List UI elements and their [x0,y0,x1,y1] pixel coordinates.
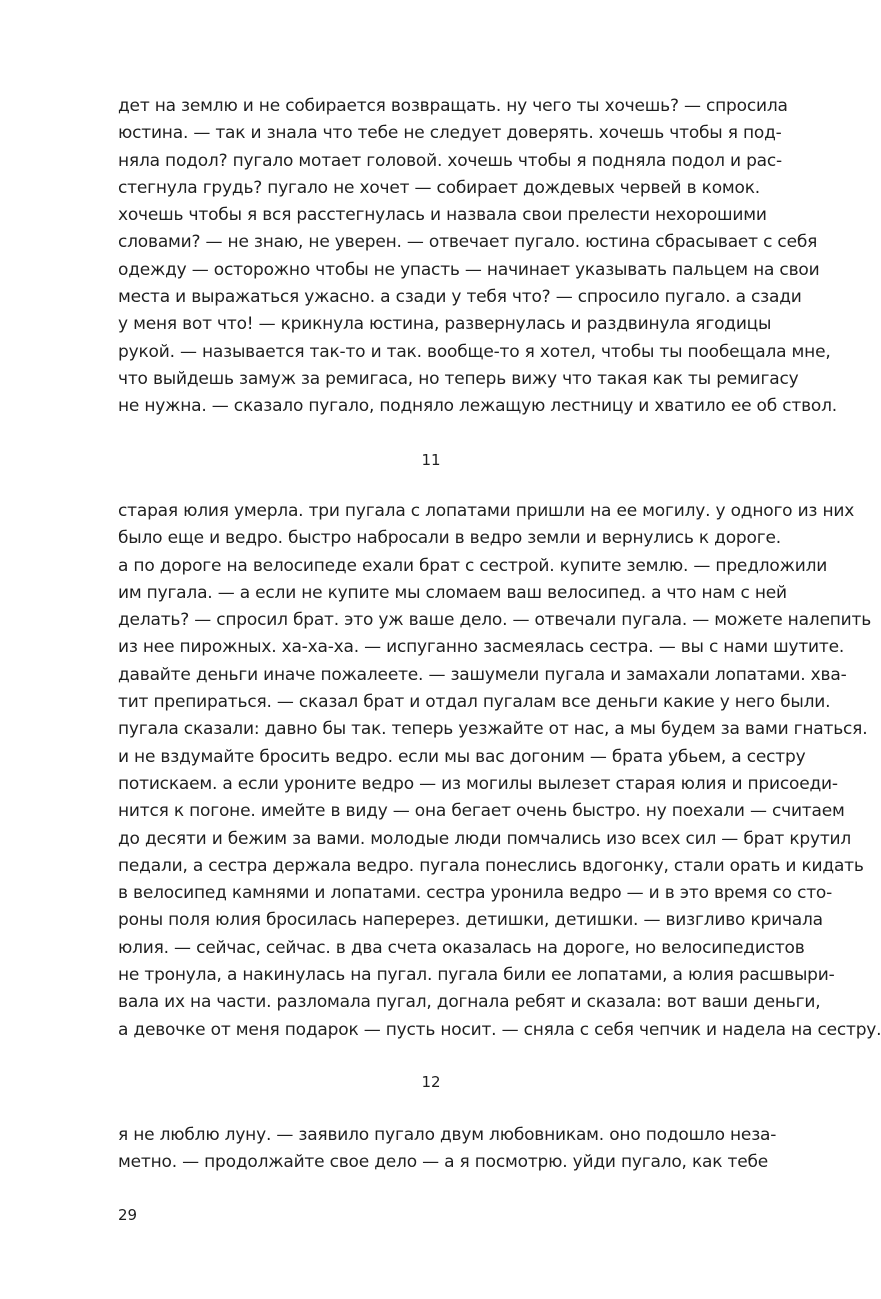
text-line: было еще и ведро. быстро набросали в ведро земли и вернулись к дороге. [118,528,781,549]
text-line: места и выражаться ужасно. а сзади у тебя что? — спросило пугало. а сзади [118,287,802,308]
section-number-12: 12 [421,1073,441,1091]
text-line: что выйдешь замуж за ремигаса, но теперь вижу что такая как ты ремигасу [118,368,799,389]
text-line: одежду — осторожно чтобы не упасть — начинает указывать пальцем на свои [118,259,820,280]
text-line: а по дороге на велосипеде ехали брат с сестрой. купите землю. — предложили [118,555,828,576]
text-line: няла подол? пугало мотает головой. хочешь чтобы я подняла подол и рас- [118,150,782,171]
text-line: словами? — не знаю, не уверен. — отвечает пугало. юстина сбрасывает с себя [118,232,818,253]
text-line: роны поля юлия бросилась наперерез. детишки, детишки. — визгливо кричала [118,910,823,931]
text-line: делать? — спросил брат. это уж ваше дело. — отвечали пугала. — можете налепить [118,610,872,631]
text-line: потискаем. а если уроните ведро — из могилы вылезет старая юлия и присоеди- [118,773,838,794]
text-line: юстина. — так и знала что тебе не следует доверять. хочешь чтобы я под- [118,123,782,144]
text-line: старая юлия умерла. три пугала с лопатами пришли на ее могилу. у одного из них [118,501,855,521]
text-line: пугала сказали: давно бы так. теперь уезжайте от нас, а мы будем за вами гнаться. [118,719,868,740]
paragraph-section-12 [118,1122,777,1177]
text-line: в велосипед камнями и лопатами. сестра уронила ведро — и в это время со сто- [118,883,833,904]
text-line: тит препираться. — сказал брат и отдал пугалам все деньги какие у него были. [118,692,831,713]
text-line: юлия. — сейчас, сейчас. в два счета оказалась на дороге, но велосипедистов [118,937,805,958]
text-line: я не люблю луну. — заявило пугало двум любовникам. оно подошло неза- [118,1125,777,1145]
text-line: хочешь чтобы я вся расстегнулась и назвала свои прелести нехорошими [118,205,767,226]
page-number: 29 [118,1206,138,1224]
text-line: педали, а сестра держала ведро. пугала понеслись вдогонку, стали орать и кидать [118,855,864,876]
paragraph-continued [118,93,837,421]
paragraph-section-11 [118,498,881,1044]
text-line: дет на землю и не собирается возвращать. ну чего ты хочешь? — спросила [118,96,788,116]
text-line: им пугала. — а если не купите мы сломаем ваш велосипед. а что нам с ней [118,582,787,603]
text-line: у меня вот что! — крикнула юстина, развернулась и раздвинула ягодицы [118,314,772,335]
section-number-11: 11 [421,451,441,469]
text-line: из нее пирожных. ха-ха-ха. — испуганно засмеялась сестра. — вы с нами шутите. [118,637,845,658]
text-line: рукой. — называется так-то и так. вообще-то я хотел, чтобы ты пообещала мне, [118,341,831,362]
text-line: вала их на части. разломала пугал, догнала ребят и сказала: вот ваши деньги, [118,992,821,1013]
text-line: а девочке от меня подарок — пусть носит. — сняла с себя чепчик и надела на сестру. [118,1019,881,1040]
text-line: и не вздумайте бросить ведро. если мы вас догоним — брата убьем, а сестру [118,746,806,767]
text-line: метно. — продолжайте свое дело — а я посмотрю. уйди пугало, как тебе [118,1152,769,1173]
text-line: до десяти и бежим за вами. молодые люди помчались изо всех сил — брат крутил [118,828,852,849]
text-line: давайте деньги иначе пожалеете. — зашумели пугала и замахали лопатами. хва- [118,664,847,685]
text-line: нится к погоне. имейте в виду — она бегает очень быстро. ну поехали — считаем [118,801,845,822]
text-line: не нужна. — сказало пугало, подняло лежащую лестницу и хватило ее об ствол. [118,396,837,417]
text-line: стегнула грудь? пугало не хочет — собирает дождевых червей в комок. [118,177,760,198]
text-line: не тронула, а накинулась на пугал. пугала били ее лопатами, а юлия расшвыри- [118,965,835,986]
